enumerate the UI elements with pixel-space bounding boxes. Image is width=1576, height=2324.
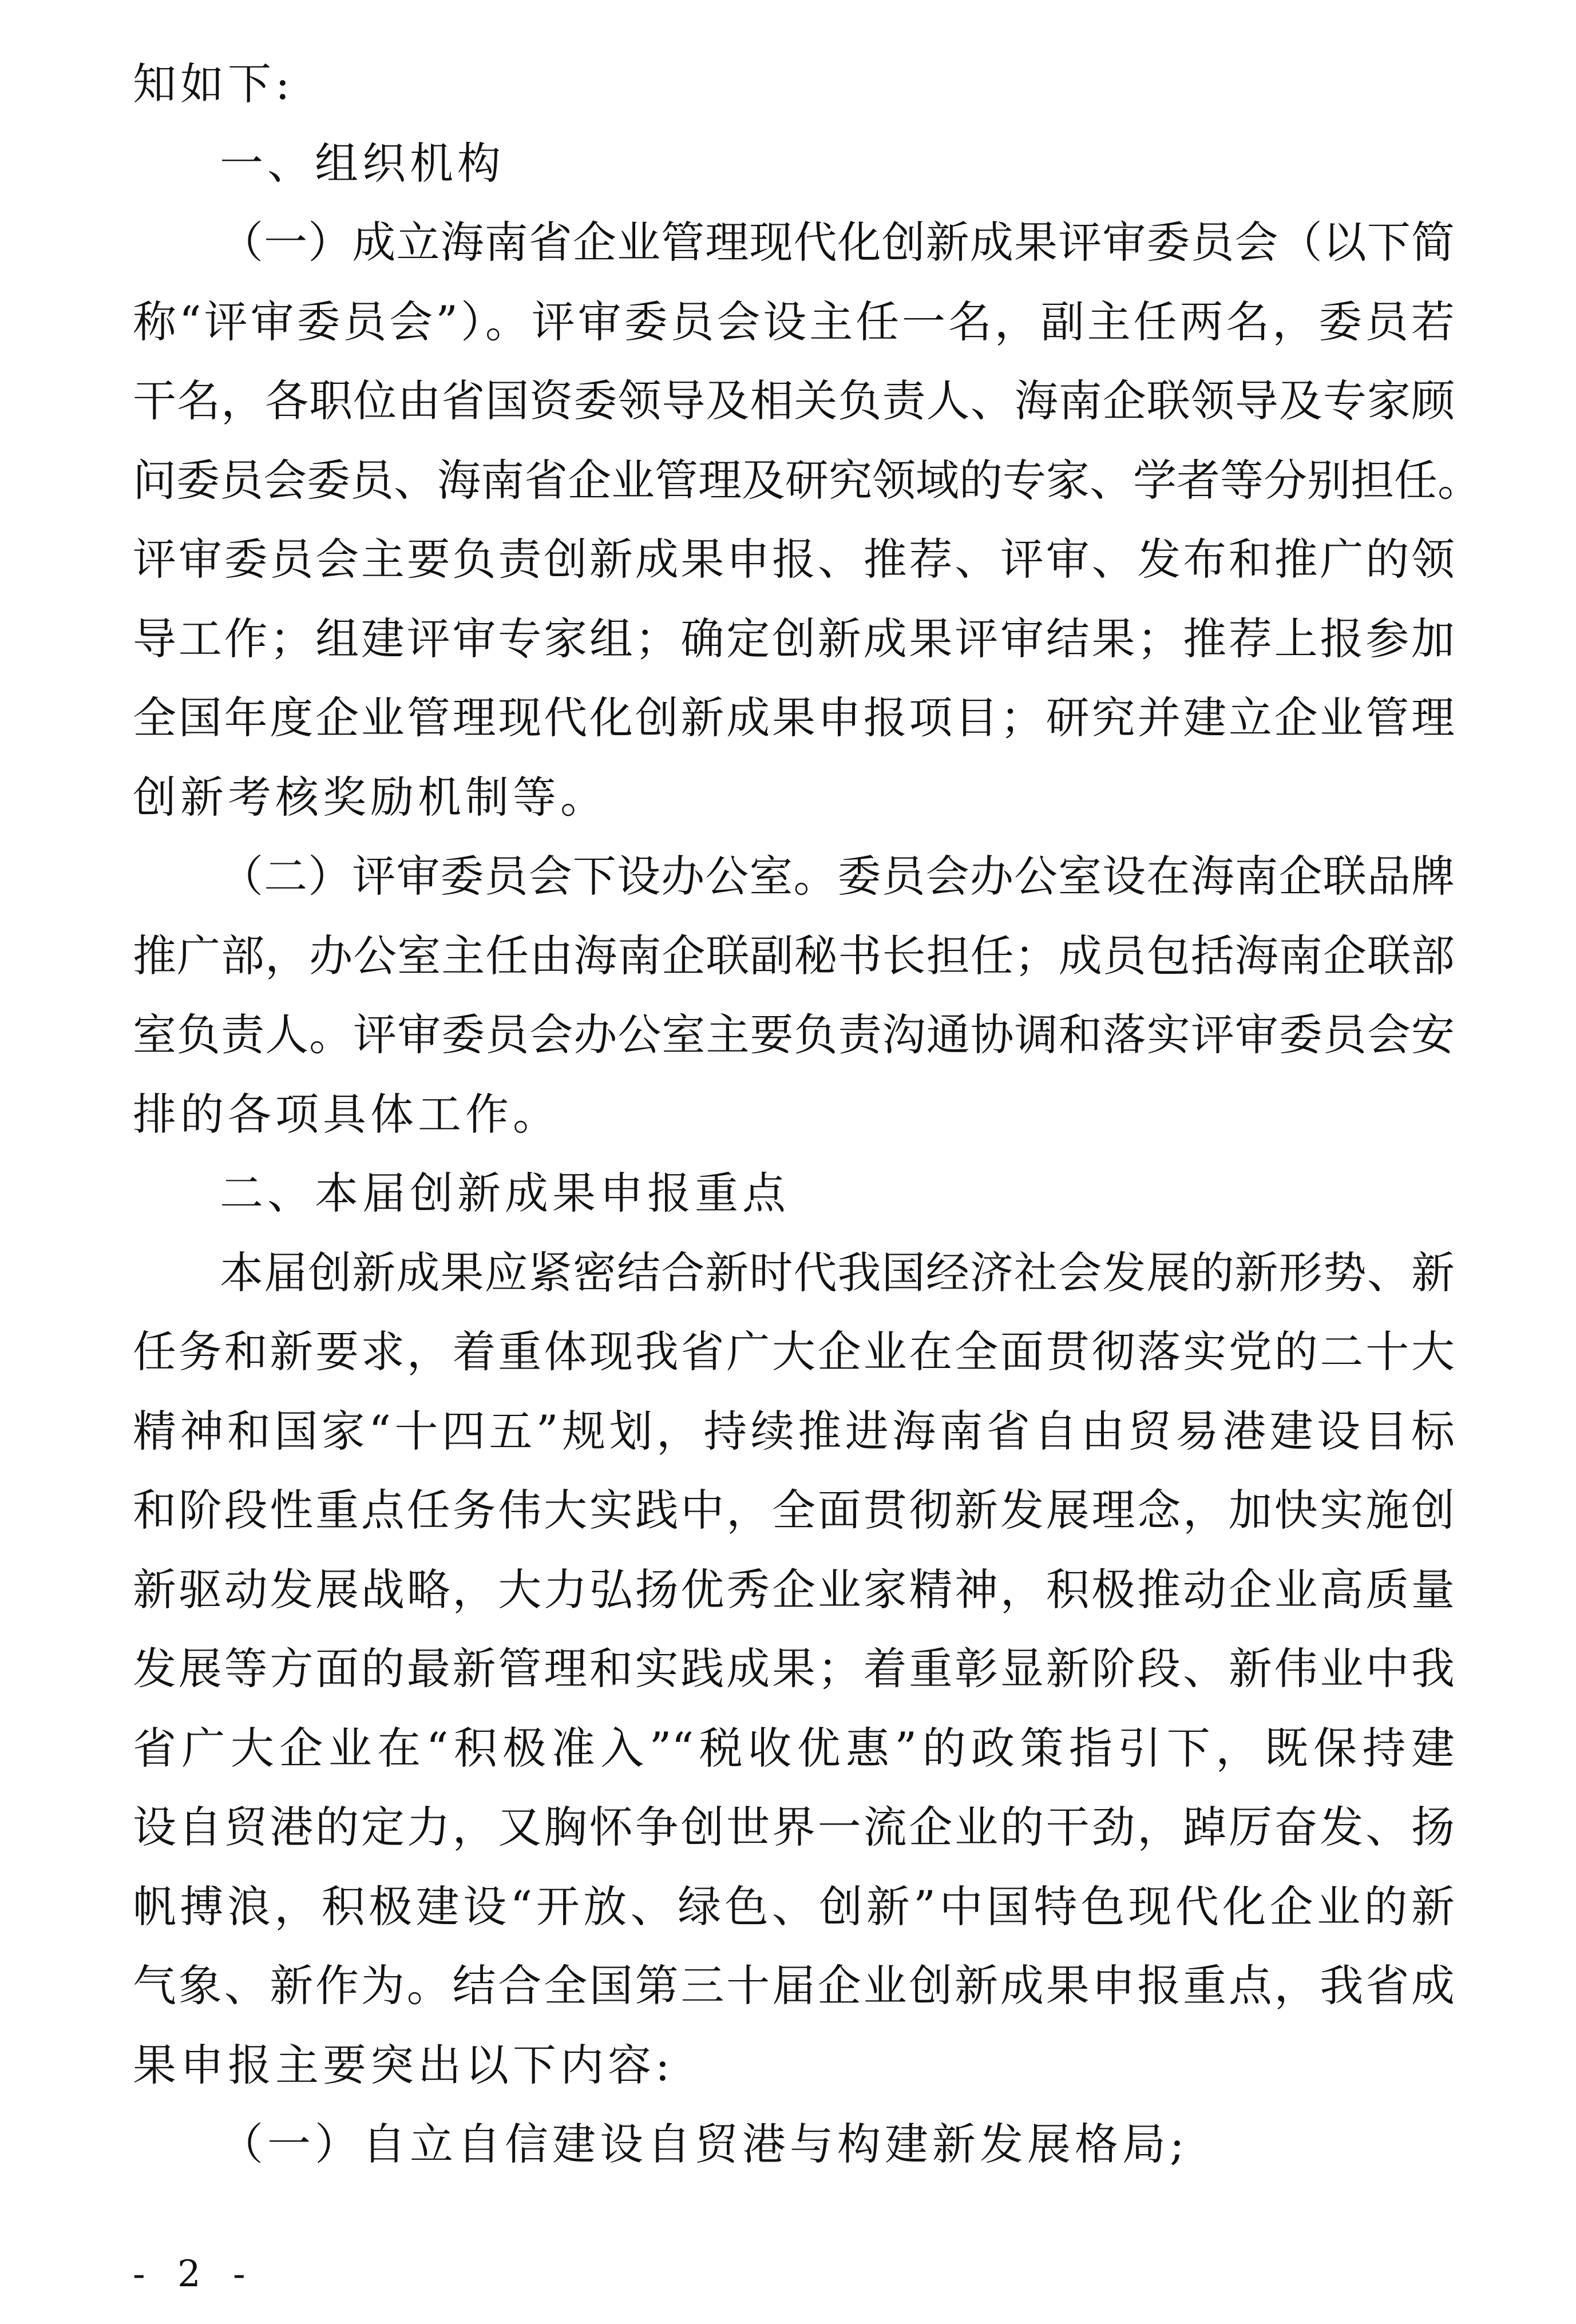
page-number: - 2 - — [133, 2253, 256, 2295]
document-body — [133, 45, 1481, 2184]
paragraph-line: 评审委员会主要负责创新成果申报、推荐、评审、发布和推广的领 — [133, 534, 1455, 585]
paragraph-line: 和阶段性重点任务伟大实践中，全面贯彻新发展理念，加快实施创 — [133, 1485, 1455, 1536]
section-heading-organization: 一、组织机构 — [220, 137, 505, 189]
paragraph-line: 果申报主要突出以下内容: — [133, 2039, 674, 2091]
paragraph-line: 室负责人。评审委员会办公室主要负责沟通协调和落实评审委员会安 — [133, 1009, 1455, 1060]
body-text-line: 知如下: — [133, 58, 294, 109]
paragraph-line: 任务和新要求，着重体现我省广大企业在全面贯彻落实党的二十大 — [133, 1326, 1455, 1377]
paragraph-line: 导工作；组建评审专家组；确定创新成果评审结果；推荐上报参加 — [133, 613, 1455, 664]
paragraph-line: 发展等方面的最新管理和实践成果；着重彰显新阶段、新伟业中我 — [133, 1643, 1455, 1694]
paragraph-line: 设自贸港的定力，又胸怀争创世界一流企业的干劲，踔厉奋发、扬 — [133, 1802, 1455, 1853]
paragraph-line: 精神和国家“十四五”规划，持续推进海南省自由贸易港建设目标 — [133, 1405, 1455, 1457]
paragraph-line: 创新考核奖励机制等。 — [133, 771, 608, 823]
paragraph-line: 称“评审委员会”）。评审委员会设主任一名，副主任两名，委员若 — [133, 296, 1455, 347]
paragraph-line: 问委员会委员、海南省企业管理及研究领域的专家、学者等分别担任。 — [133, 454, 1481, 506]
paragraph-line: 推广部，办公室主任由海南企联副秘书长担任；成员包括海南企联部 — [133, 930, 1455, 981]
paragraph-line: 本届创新成果应紧密结合新时代我国经济社会发展的新形势、新 — [220, 1247, 1455, 1298]
paragraph-line: 全国年度企业管理现代化创新成果申报项目；研究并建立企业管理 — [133, 692, 1455, 743]
paragraph-line: 新驱动发展战略，大力弘扬优秀企业家精神，积极推动企业高质量 — [133, 1564, 1455, 1615]
paragraph-line: 排的各项具体工作。 — [133, 1088, 560, 1140]
paragraph-line: 干名，各职位由省国资委领导及相关负责人、海南企联领导及专家顾 — [133, 375, 1455, 426]
paragraph-line: 气象、新作为。结合全国第三十届企业创新成果申报重点，我省成 — [133, 1960, 1455, 2011]
paragraph-line: 帆搏浪，积极建设“开放、绿色、创新”中国特色现代化企业的新 — [133, 1881, 1455, 1932]
paragraph-line: （二）评审委员会下设办公室。委员会办公室设在海南企联品牌 — [220, 851, 1455, 902]
section-heading-focus: 二、本届创新成果申报重点 — [220, 1168, 790, 1219]
paragraph-line: （一）成立海南省企业管理现代化创新成果评审委员会（以下简 — [220, 217, 1455, 268]
paragraph-line: 省广大企业在“积极准入”“税收优惠”的政策指引下，既保持建 — [133, 1722, 1455, 1774]
list-item-line: （一）自立自信建设自贸港与构建新发展格局; — [220, 2119, 1189, 2170]
